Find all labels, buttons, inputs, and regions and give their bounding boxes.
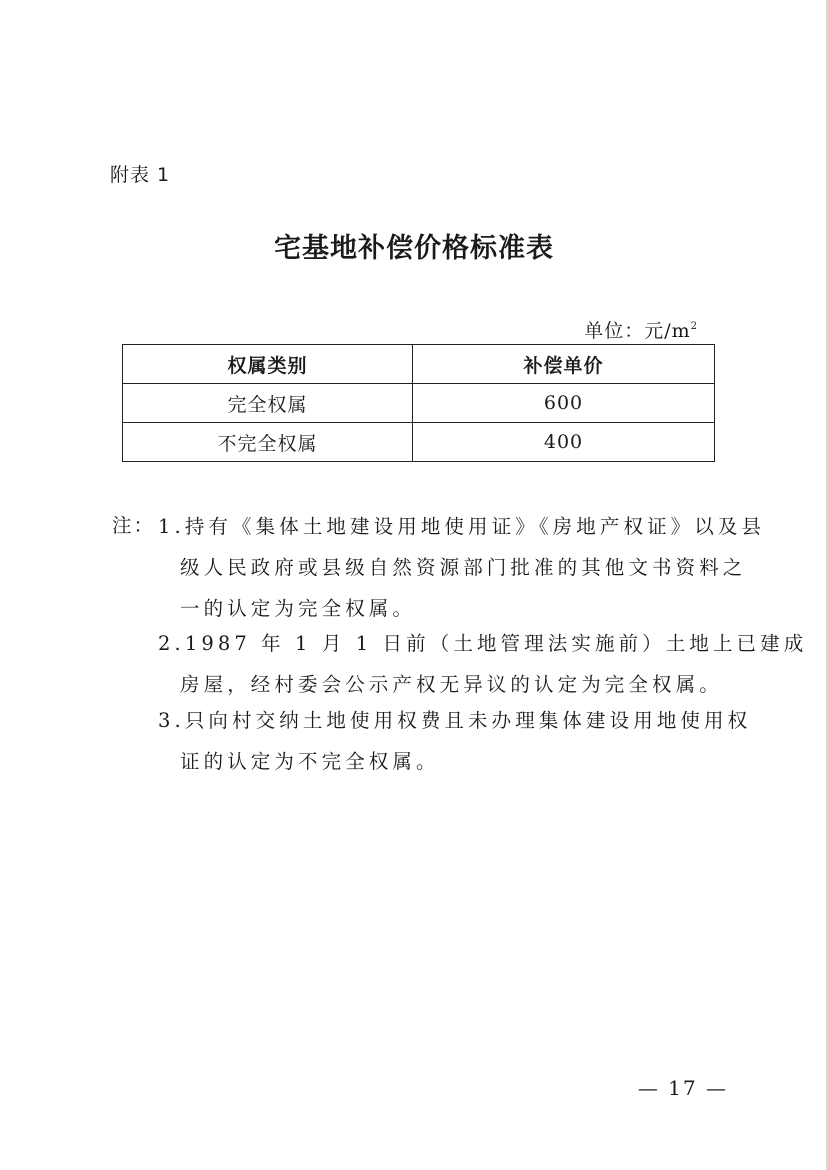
note-number: 1. bbox=[158, 515, 185, 538]
note-text: 1987 年 1 月 1 日前（土地管理法实施前）土地上已建成 bbox=[184, 632, 808, 655]
note-line bbox=[158, 623, 808, 664]
compensation-price-table bbox=[122, 344, 715, 462]
cell-unit-price: 600 bbox=[413, 384, 715, 423]
page-number: — 17 — bbox=[637, 1076, 728, 1100]
header-ownership-category: 权属类别 bbox=[123, 345, 413, 384]
cell-unit-price: 400 bbox=[413, 423, 715, 462]
note-number: 2. bbox=[158, 632, 185, 655]
table-header-row bbox=[123, 345, 715, 384]
note-text: 只向村交纳土地使用权费且未办理集体建设用地使用权 bbox=[184, 709, 752, 732]
note-item-2 bbox=[158, 623, 808, 705]
note-number: 3. bbox=[158, 709, 185, 732]
notes-heading: 注： bbox=[112, 514, 156, 537]
note-item-1 bbox=[158, 506, 766, 629]
note-text: 持有《集体土地建设用地使用证》《房地产权证》以及县 bbox=[184, 515, 766, 538]
document-title: 宅基地补偿价格标准表 bbox=[274, 233, 554, 264]
cell-ownership-category: 完全权属 bbox=[123, 384, 413, 423]
unit-superscript: 2 bbox=[690, 321, 698, 332]
note-line bbox=[158, 506, 766, 547]
table-row bbox=[123, 423, 715, 462]
appendix-label: 附表 1 bbox=[110, 164, 171, 186]
note-line: 证的认定为不完全权属。 bbox=[180, 750, 440, 773]
note-line: 房屋，经村委会公示产权无异议的认定为完全权属。 bbox=[180, 673, 723, 696]
cell-ownership-category: 不完全权属 bbox=[123, 423, 413, 462]
note-item-3 bbox=[158, 700, 752, 782]
note-line: 一的认定为完全权属。 bbox=[180, 597, 417, 620]
table-row bbox=[123, 384, 715, 423]
note-line: 级人民政府或县级自然资源部门批准的其他文书资料之 bbox=[180, 556, 747, 579]
unit-label bbox=[584, 316, 698, 343]
unit-text: 单位：元/m bbox=[584, 320, 691, 342]
note-line bbox=[158, 700, 752, 741]
header-unit-price: 补偿单价 bbox=[413, 345, 715, 384]
